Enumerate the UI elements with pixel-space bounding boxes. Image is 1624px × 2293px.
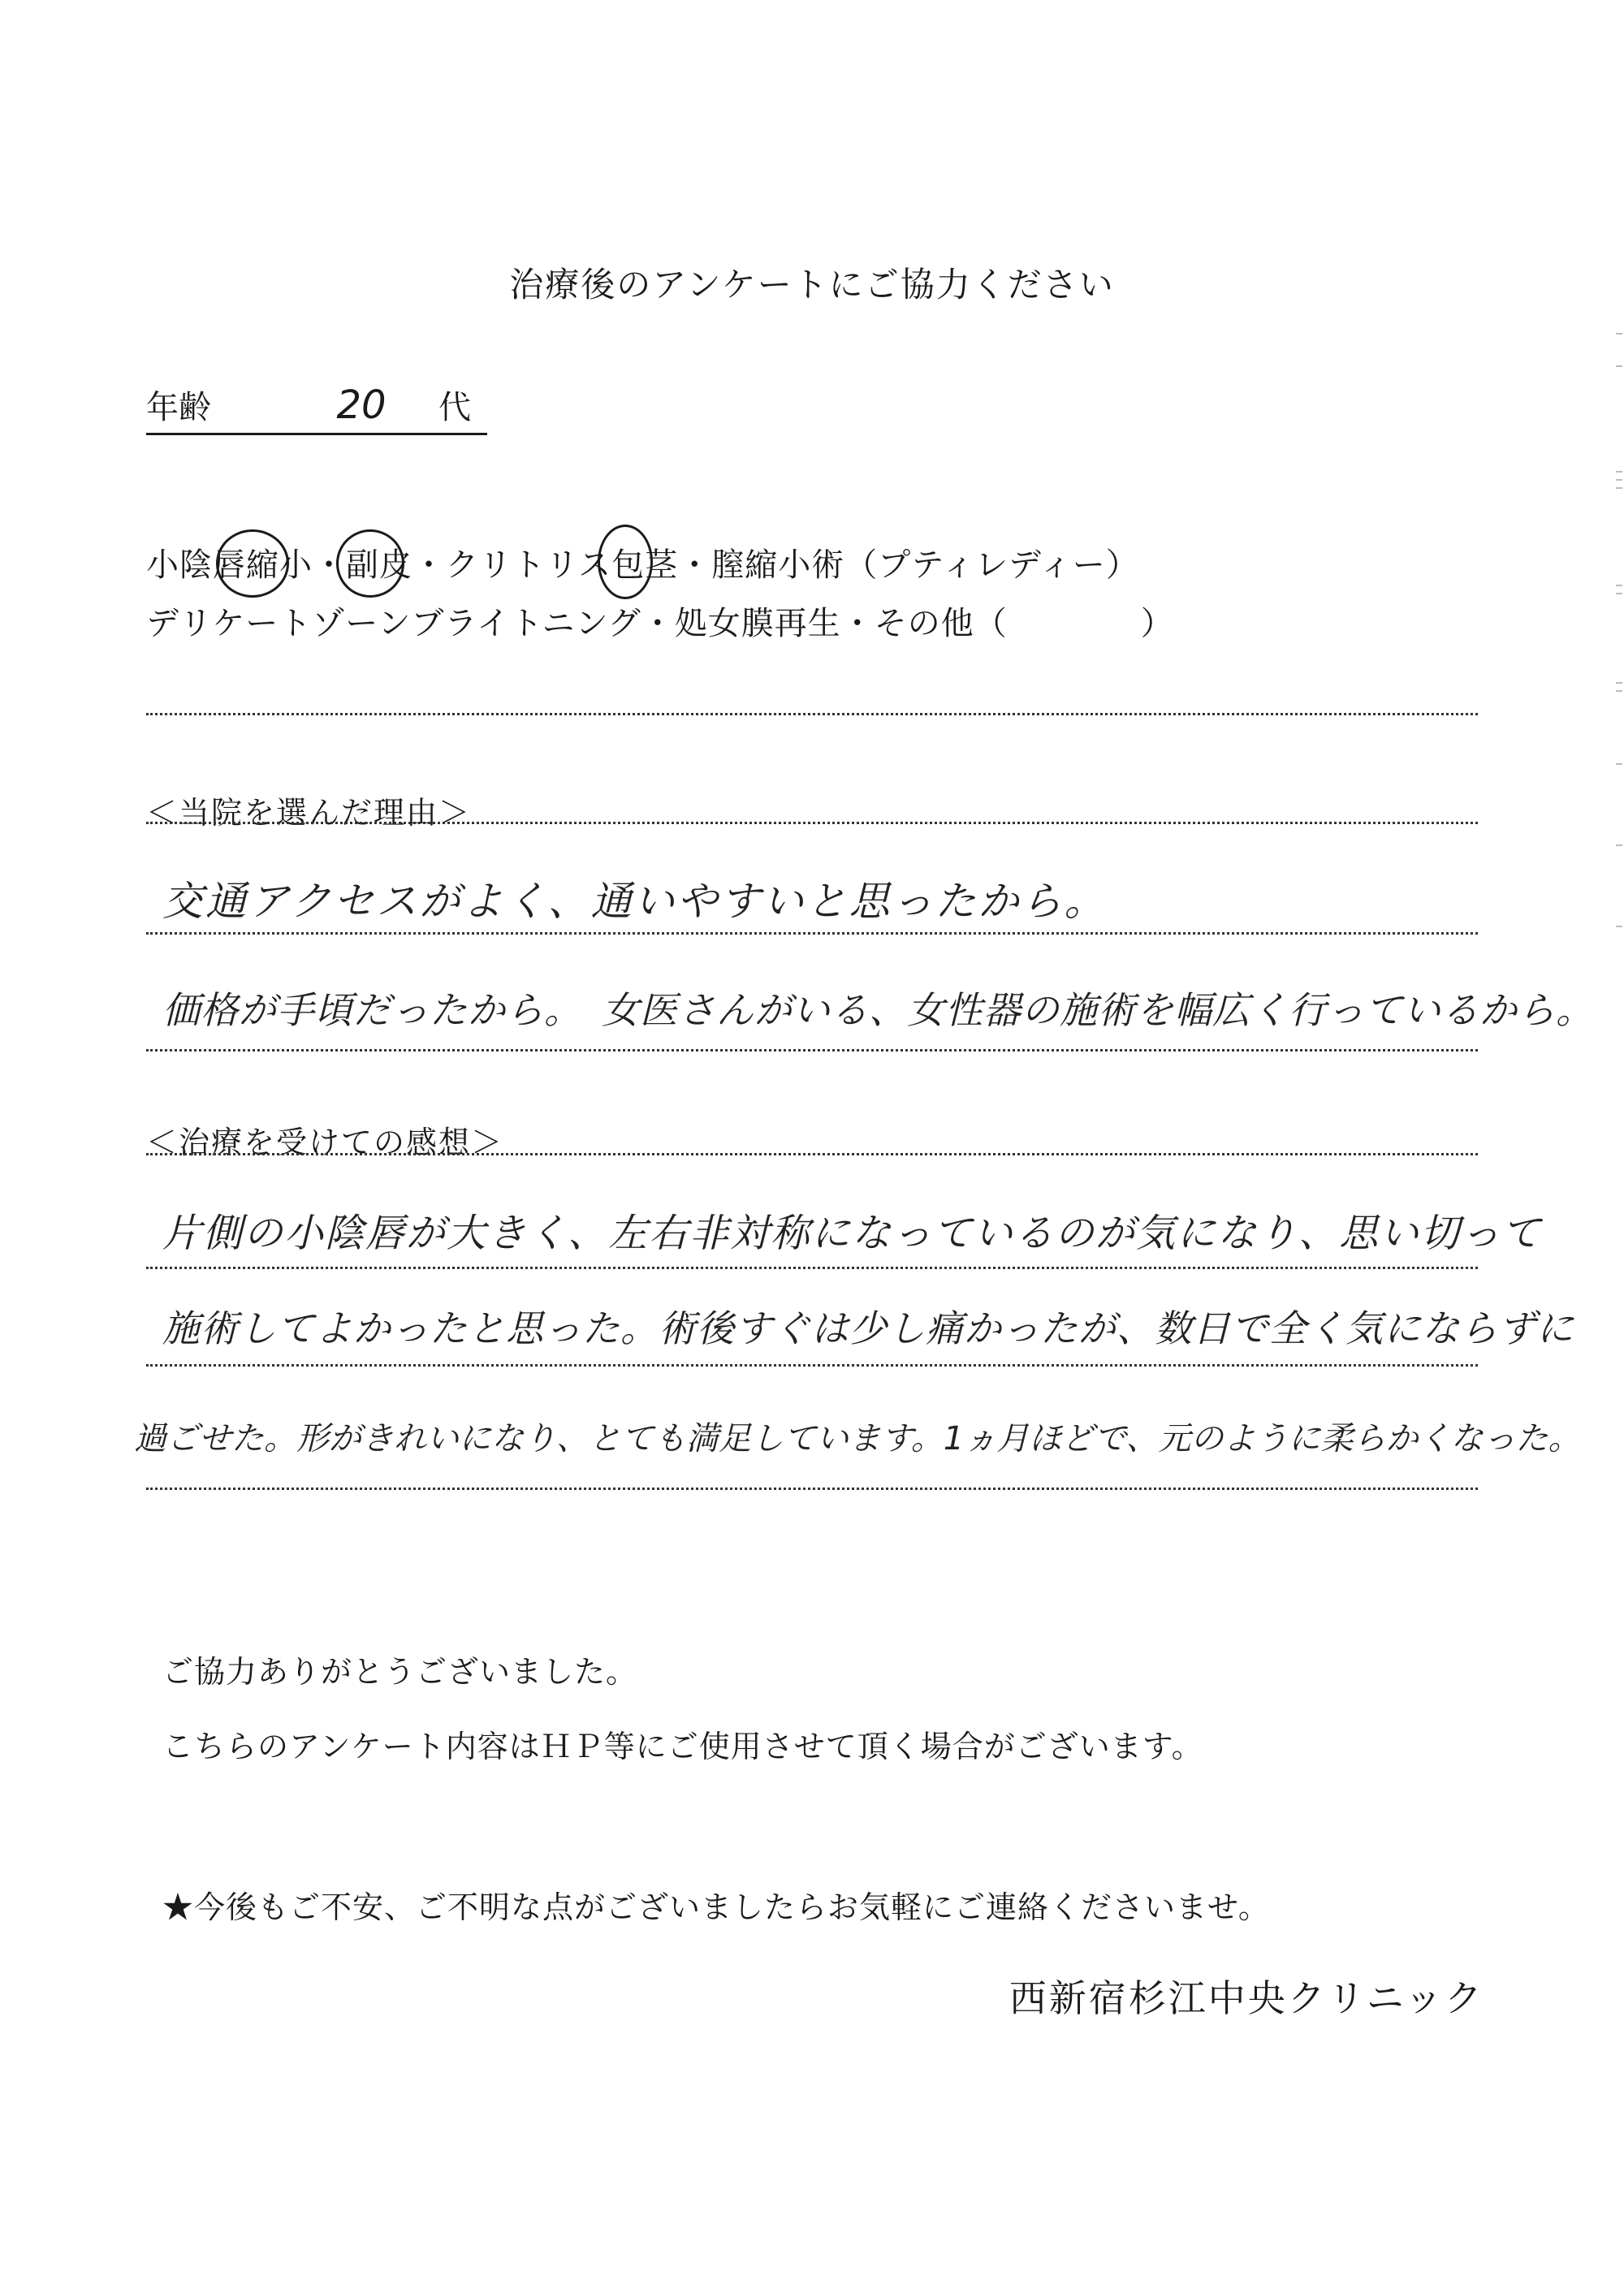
separator-line (146, 713, 1478, 715)
impression-answer-line-3: 過ごせた。形がきれいになり、とても満足しています。1ヵ月ほどで、元のように柔らかくなった。 (134, 1420, 1581, 1457)
treatment-options-line-2: デリケートゾーンブライトニング・処女膜再生・その他（ ） (146, 605, 1174, 642)
impression-underline (146, 1153, 1478, 1155)
impression-answer-line-2: 施術してよかったと思った。術後すぐは少し痛かったが、数日で全く気にならずに (162, 1306, 1574, 1350)
age-unit: 代 (438, 389, 471, 426)
clinic-name: 西新宿杉江中央クリニック (1009, 1976, 1484, 2020)
impression-heading: ＜治療を受けての感想＞ (146, 1125, 504, 1160)
age-label: 年齢 (146, 389, 211, 426)
scan-margin-marks (1613, 309, 1624, 1527)
thanks-text: ご協力ありがとうございました。 (162, 1654, 638, 1690)
impression-answer-rule-2 (146, 1364, 1478, 1367)
reason-heading: ＜当院を選んだ理由＞ (146, 795, 472, 831)
reason-answer-rule-2 (146, 1049, 1478, 1051)
reason-answer-line-2: 価格が手頃だったから。 女医さんがいる、女性器の施術を幅広く行っているから。 (162, 988, 1594, 1032)
age-value: 20 (336, 382, 387, 428)
reason-answer-line-1: 交通アクセスがよく、通いやすいと思ったから。 (162, 878, 1108, 925)
impression-answer-line-1: 片側の小陰唇が大きく、左右非対称になっているのが気になり、思い切って (162, 1211, 1543, 1256)
page-title: 治療後のアンケートにご協力ください (509, 265, 1115, 304)
treatment-options (146, 536, 1174, 653)
reason-underline (146, 822, 1478, 824)
reason-answer-rule-1 (146, 932, 1478, 935)
age-field (146, 382, 487, 435)
impression-answer-rule-1 (146, 1267, 1478, 1269)
treatment-options-line-1: 小陰唇縮小・副皮・クリトリス包茎・膣縮小術（プティレディー） (146, 546, 1139, 584)
impression-answer-rule-3 (146, 1488, 1478, 1490)
contact-text: ★今後もご不安、ご不明な点がございましたらお気軽にご連絡くださいませ。 (162, 1889, 1270, 1925)
usage-notice-text: こちらのアンケート内容はＨＰ等にご使用させて頂く場合がございます。 (162, 1729, 1203, 1764)
